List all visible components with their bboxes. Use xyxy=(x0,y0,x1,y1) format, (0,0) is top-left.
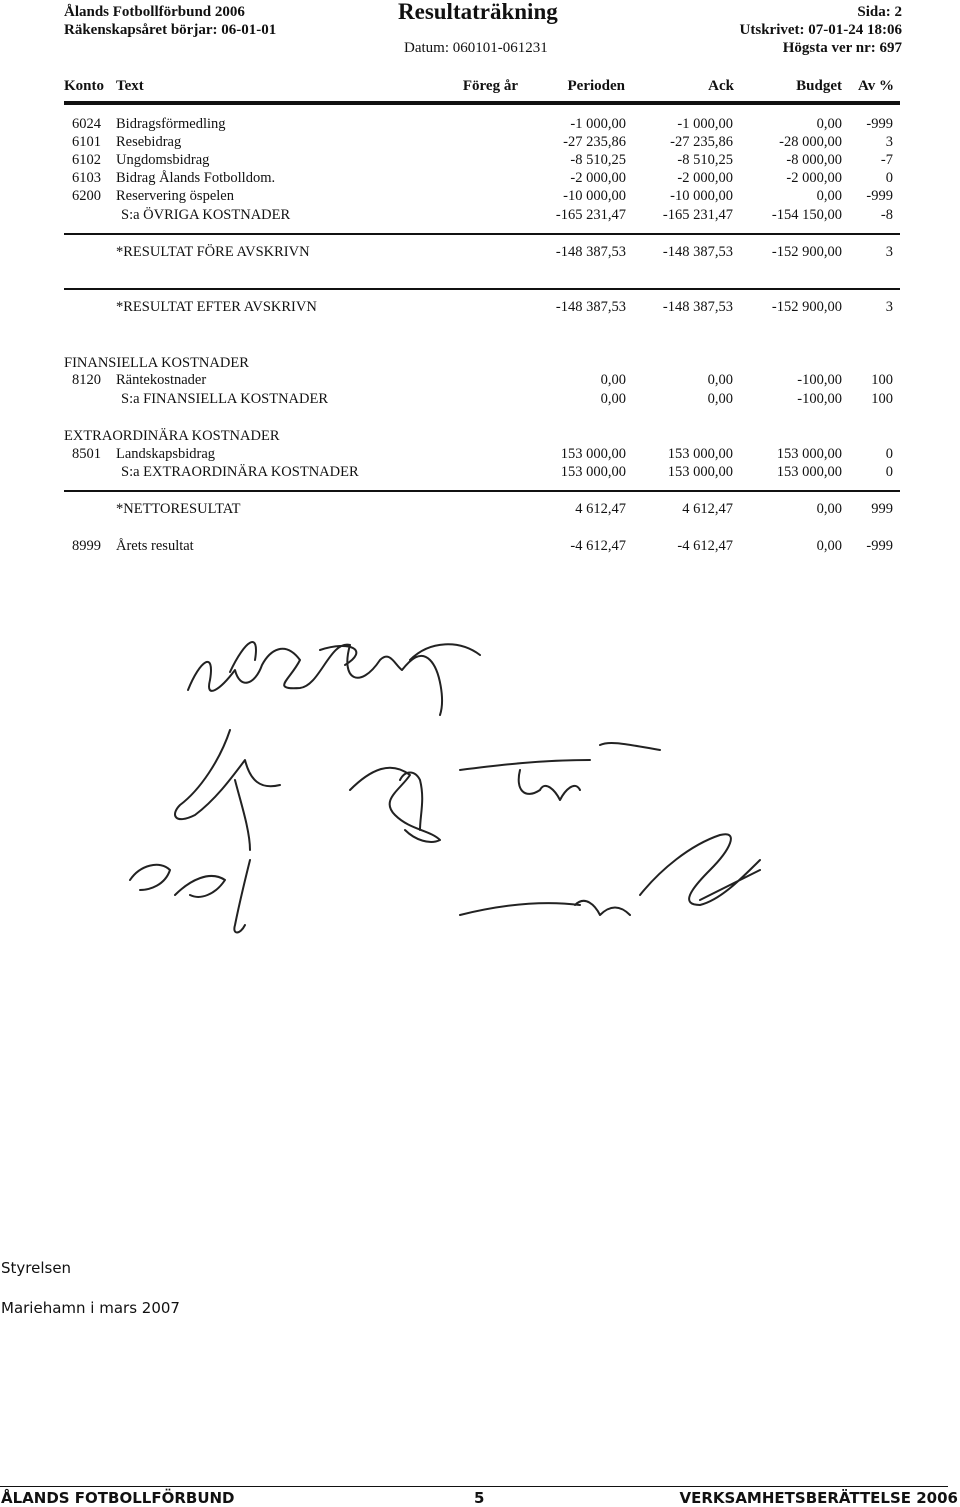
row-budget: -2 000,00 xyxy=(786,170,842,186)
row-text: Bidragsförmedling xyxy=(116,116,226,132)
row-ack: -2 000,00 xyxy=(677,170,733,186)
row-text: *RESULTAT FÖRE AVSKRIVN xyxy=(116,244,310,260)
page-title: Resultaträkning xyxy=(398,0,558,24)
row-budget: 153 000,00 xyxy=(776,464,842,480)
version-number: Högsta ver nr: 697 xyxy=(782,40,902,56)
row-budget: 0,00 xyxy=(816,116,842,132)
row-text: Reservering öspelen xyxy=(116,188,234,204)
row-period: -165 231,47 xyxy=(555,207,626,223)
date-range: Datum: 060101-061231 xyxy=(404,40,548,56)
row-period: -148 387,53 xyxy=(555,299,626,315)
row-ack: 153 000,00 xyxy=(667,464,733,480)
row-pct: 0 xyxy=(885,464,893,480)
row-text: Räntekostnader xyxy=(116,372,207,388)
col-pct: Av % xyxy=(858,78,894,94)
footer-org: ÅLANDS FOTBOLLFÖRBUND xyxy=(1,1489,235,1507)
row-pct: -8 xyxy=(880,207,893,223)
signature-4 xyxy=(130,860,250,933)
row-period: -8 510,25 xyxy=(570,152,626,168)
row-ack: -10 000,00 xyxy=(670,188,733,204)
row-pct: 0 xyxy=(885,170,893,186)
row-pct: -999 xyxy=(866,116,893,132)
footer-page-number: 5 xyxy=(474,1489,485,1507)
signature-5 xyxy=(460,834,760,915)
printed-timestamp: Utskrivet: 07-01-24 18:06 xyxy=(739,22,902,38)
row-period: -2 000,00 xyxy=(570,170,626,186)
row-ack: -1 000,00 xyxy=(677,116,733,132)
col-konto: Konto xyxy=(64,78,105,94)
row-ack: 0,00 xyxy=(707,391,733,407)
row-text: S:a FINANSIELLA KOSTNADER xyxy=(121,391,329,407)
row-pct: 3 xyxy=(885,134,893,150)
row-ack: 4 612,47 xyxy=(682,501,733,517)
row-budget: -152 900,00 xyxy=(771,244,842,260)
row-ack: -148 387,53 xyxy=(662,244,733,260)
row-ack: -165 231,47 xyxy=(662,207,733,223)
row-period: 4 612,47 xyxy=(575,501,626,517)
col-period: Perioden xyxy=(567,78,625,94)
row-period: 0,00 xyxy=(600,372,626,388)
row-text: S:a EXTRAORDINÄRA KOSTNADER xyxy=(121,464,359,480)
place-date: Mariehamn i mars 2007 xyxy=(1,1299,180,1317)
col-text: Text xyxy=(116,78,144,94)
row-pct: -999 xyxy=(866,538,893,554)
row-budget: 0,00 xyxy=(816,538,842,554)
row-budget: -100,00 xyxy=(797,391,842,407)
row-text: Resebidrag xyxy=(116,134,182,150)
row-konto: 6102 xyxy=(72,152,101,168)
row-text: Årets resultat xyxy=(116,538,194,554)
row-text: Bidrag Ålands Fotbolldom. xyxy=(116,170,276,186)
row-period: 153 000,00 xyxy=(560,464,626,480)
fiscal-year-start: Räkenskapsåret börjar: 06-01-01 xyxy=(64,22,277,38)
col-ack: Ack xyxy=(708,78,734,94)
row-pct: 0 xyxy=(885,446,893,462)
row-pct: -7 xyxy=(880,152,893,168)
row-konto: 8120 xyxy=(72,372,101,388)
row-pct: 100 xyxy=(871,391,893,407)
row-pct: 3 xyxy=(885,299,893,315)
row-ack: -27 235,86 xyxy=(670,134,733,150)
row-budget: 0,00 xyxy=(816,501,842,517)
row-period: -1 000,00 xyxy=(570,116,626,132)
row-ack: -8 510,25 xyxy=(677,152,733,168)
row-period: -4 612,47 xyxy=(570,538,626,554)
row-konto: 6024 xyxy=(72,116,101,132)
row-ack: -4 612,47 xyxy=(677,538,733,554)
col-budget: Budget xyxy=(796,78,842,94)
footer-doc-title: VERKSAMHETSBERÄTTELSE 2006 xyxy=(679,1489,958,1507)
row-budget: 0,00 xyxy=(816,188,842,204)
row-period: -27 235,86 xyxy=(563,134,626,150)
row-budget: -28 000,00 xyxy=(779,134,842,150)
row-budget: -152 900,00 xyxy=(771,299,842,315)
board-label: Styrelsen xyxy=(1,1259,72,1277)
row-budget: 153 000,00 xyxy=(776,446,842,462)
row-text: S:a ÖVRIGA KOSTNADER xyxy=(121,207,291,223)
row-budget: -154 150,00 xyxy=(771,207,842,223)
row-ack: -148 387,53 xyxy=(662,299,733,315)
row-pct: 3 xyxy=(885,244,893,260)
row-ack: 153 000,00 xyxy=(667,446,733,462)
signature-2 xyxy=(175,730,440,850)
row-budget: -8 000,00 xyxy=(786,152,842,168)
row-text: Landskapsbidrag xyxy=(116,446,216,462)
row-konto: 8999 xyxy=(72,538,101,554)
section-heading: FINANSIELLA KOSTNADER xyxy=(64,355,249,371)
row-period: 153 000,00 xyxy=(560,446,626,462)
row-ack: 0,00 xyxy=(707,372,733,388)
org-name: Ålands Fotbollförbund 2006 xyxy=(64,4,245,20)
row-text: *NETTORESULTAT xyxy=(116,501,241,517)
col-prev-year: Föreg år xyxy=(462,78,518,94)
signature-1 xyxy=(188,642,480,715)
page-indicator: Sida: 2 xyxy=(857,4,902,20)
row-pct: -999 xyxy=(866,188,893,204)
footer-rule xyxy=(0,1486,948,1487)
row-period: -10 000,00 xyxy=(563,188,626,204)
row-text: Ungdomsbidrag xyxy=(116,152,210,168)
row-konto: 8501 xyxy=(72,446,101,462)
section-heading: EXTRAORDINÄRA KOSTNADER xyxy=(64,428,280,444)
row-pct: 100 xyxy=(871,372,893,388)
row-period: -148 387,53 xyxy=(555,244,626,260)
row-konto: 6101 xyxy=(72,134,101,150)
row-text: *RESULTAT EFTER AVSKRIVN xyxy=(116,299,317,315)
signature-3 xyxy=(460,743,660,800)
row-budget: -100,00 xyxy=(797,372,842,388)
row-period: 0,00 xyxy=(600,391,626,407)
row-pct: 999 xyxy=(871,501,893,517)
row-konto: 6103 xyxy=(72,170,101,186)
row-konto: 6200 xyxy=(72,188,101,204)
